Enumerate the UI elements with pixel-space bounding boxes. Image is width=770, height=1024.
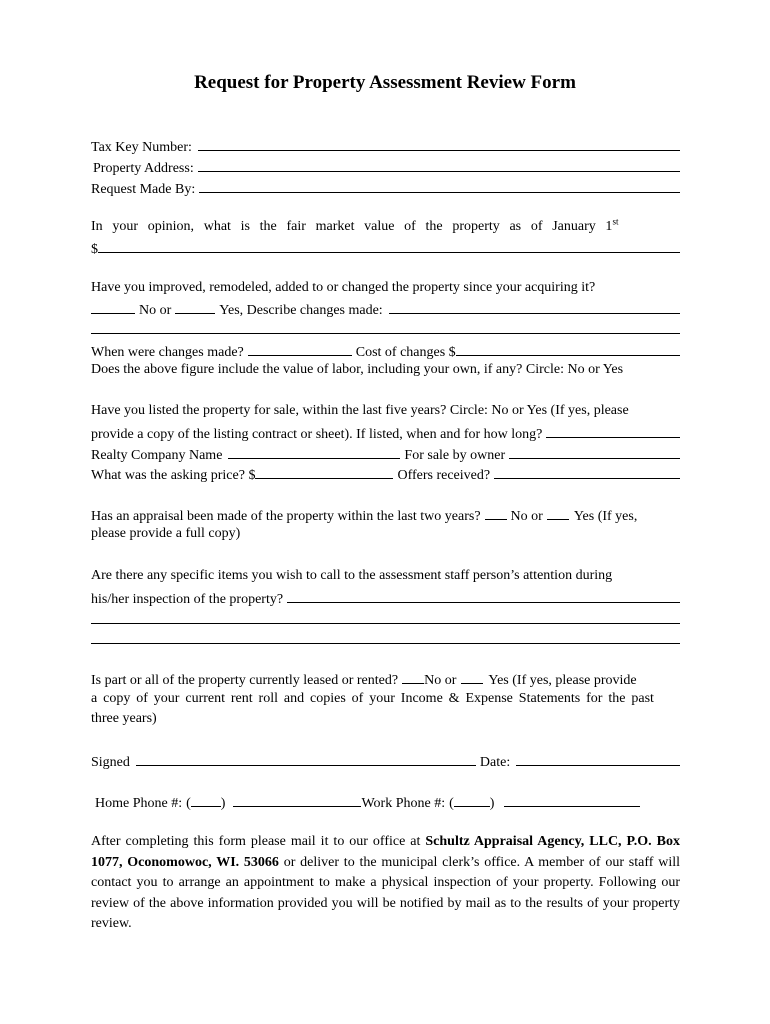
appraisal-row <box>91 504 680 524</box>
improve-answer-row <box>91 298 680 318</box>
appraisal-no-label: No or <box>510 509 543 524</box>
listed-question: Have you listed the property for sale, within the last five years? Circle: No or Yes (If yes, please <box>91 403 629 418</box>
leased-yes-label: Yes (If yes, please provide <box>488 673 637 688</box>
items-question-cont: his/her inspection of the property? <box>91 592 284 607</box>
realty-field[interactable] <box>228 443 400 459</box>
request-by-label: Request Made By: <box>91 182 196 197</box>
work-phone-field[interactable] <box>504 791 640 807</box>
asking-field[interactable] <box>255 463 393 479</box>
asking-row <box>91 463 680 483</box>
tax-key-row <box>91 135 680 155</box>
improve-no-blank[interactable] <box>91 298 135 314</box>
appraisal-question: Has an appraisal been made of the property within the last two years? <box>91 509 481 524</box>
appraisal-yes-blank[interactable] <box>547 504 569 520</box>
improve-question-row <box>91 278 680 298</box>
offers-label: Offers received? <box>397 468 491 483</box>
work-area-close: ) <box>489 796 495 811</box>
property-address-field[interactable] <box>198 156 680 172</box>
improve-cost-field[interactable] <box>456 340 680 356</box>
signature-field[interactable] <box>136 750 476 766</box>
leased-question: Is part or all of the property currently leased or rented? <box>91 673 399 688</box>
realty-label: Realty Company Name <box>91 448 223 463</box>
fmv-answer-row <box>91 237 680 257</box>
appraisal-no-blank[interactable] <box>485 504 507 520</box>
home-area-close: ) <box>220 796 226 811</box>
owner-label: For sale by owner <box>404 448 506 463</box>
leased-q1-row <box>91 668 680 688</box>
improve-cost-label: Cost of changes $ <box>355 345 456 360</box>
date-field[interactable] <box>516 750 680 766</box>
leased-q2-row <box>91 689 680 709</box>
page-title: Request for Property Assessment Review Form <box>194 72 576 93</box>
fmv-dollar: $ <box>91 242 98 257</box>
office-address: Schultz Appraisal Agency, LLC, P.O. Box 1077, Oconomowoc, WI. 53066 <box>91 834 680 870</box>
work-area-open: ( <box>449 796 454 811</box>
improve-yes-blank[interactable] <box>175 298 215 314</box>
leased-yes-blank[interactable] <box>461 668 483 684</box>
tax-key-label: Tax Key Number: <box>91 140 192 155</box>
improve-when-label: When were changes made? <box>91 345 244 360</box>
request-by-row <box>91 177 680 197</box>
items-field[interactable] <box>287 587 680 603</box>
signed-row <box>91 750 680 770</box>
appraisal-row-2 <box>91 524 680 544</box>
home-area-open: ( <box>186 796 191 811</box>
home-phone-label: Home Phone #: <box>95 796 183 811</box>
fmv-question-row <box>91 217 680 237</box>
improve-question: Have you improved, remodeled, added to or changed the property since your acquiring it? <box>91 280 596 295</box>
listed-q1-row <box>91 401 680 421</box>
home-area-code-field[interactable] <box>191 791 221 807</box>
improve-yes-label: Yes, Describe changes made: <box>219 303 383 318</box>
items-q2-row <box>91 587 680 607</box>
improve-labor-row <box>91 360 680 380</box>
improve-labor-question: Does the above figure include the value of labor, including your own, if any? Circle: No or Yes <box>91 362 624 377</box>
asking-label: What was the asking price? $ <box>91 468 256 483</box>
date-label: Date: <box>479 755 511 770</box>
improve-when-row <box>91 340 680 360</box>
leased-q3-row <box>91 709 680 729</box>
improve-no-label: No or <box>139 303 172 318</box>
fmv-question: In your opinion, what is the fair market value of the property as of January 1st <box>91 216 619 234</box>
owner-field[interactable] <box>509 443 680 459</box>
signed-label: Signed <box>91 755 130 770</box>
leased-no-label: No or <box>424 673 457 688</box>
tax-key-field[interactable] <box>198 135 680 151</box>
items-line-3[interactable] <box>91 643 680 644</box>
leased-no-blank[interactable] <box>402 668 424 684</box>
realty-row <box>91 443 680 463</box>
listed-q2-row <box>91 422 680 442</box>
work-phone-label: Work Phone #: <box>361 796 446 811</box>
fmv-field[interactable] <box>98 237 680 253</box>
property-address-row <box>91 156 680 176</box>
listed-when-field[interactable] <box>546 422 680 438</box>
instructions-text-2: or deliver to the municipal clerk’s office. A member of our staff will contact you to arrange an appointment to make a physical inspection of your property. Following our review of the above information provided you will be notified by mail as to the results of your property review. <box>91 854 680 931</box>
instructions-paragraph <box>91 832 680 935</box>
leased-question-cont: a copy of your current rent roll and copies of your Income & Expense Statements for the past <box>91 691 654 706</box>
property-address-label: Property Address: <box>93 161 194 176</box>
appraisal-question-cont: please provide a full copy) <box>91 526 241 541</box>
work-area-code-field[interactable] <box>454 791 490 807</box>
instructions-text-1: After completing this form please mail it to our office at <box>91 834 426 849</box>
improve-when-field[interactable] <box>248 340 352 356</box>
appraisal-yes-label: Yes (If yes, <box>573 509 638 524</box>
listed-question-cont: provide a copy of the listing contract or sheet). If listed, when and for how long? <box>91 427 543 442</box>
improve-describe-line[interactable] <box>91 333 680 334</box>
improve-describe-field[interactable] <box>389 298 680 314</box>
request-by-field[interactable] <box>199 177 680 193</box>
home-phone-field[interactable] <box>233 791 361 807</box>
items-q1-row <box>91 566 680 586</box>
offers-field[interactable] <box>494 463 680 479</box>
phone-row <box>95 791 675 811</box>
items-line-2[interactable] <box>91 623 680 624</box>
leased-question-end: three years) <box>91 711 157 726</box>
items-question: Are there any specific items you wish to call to the assessment staff person’s attention during <box>91 568 613 583</box>
